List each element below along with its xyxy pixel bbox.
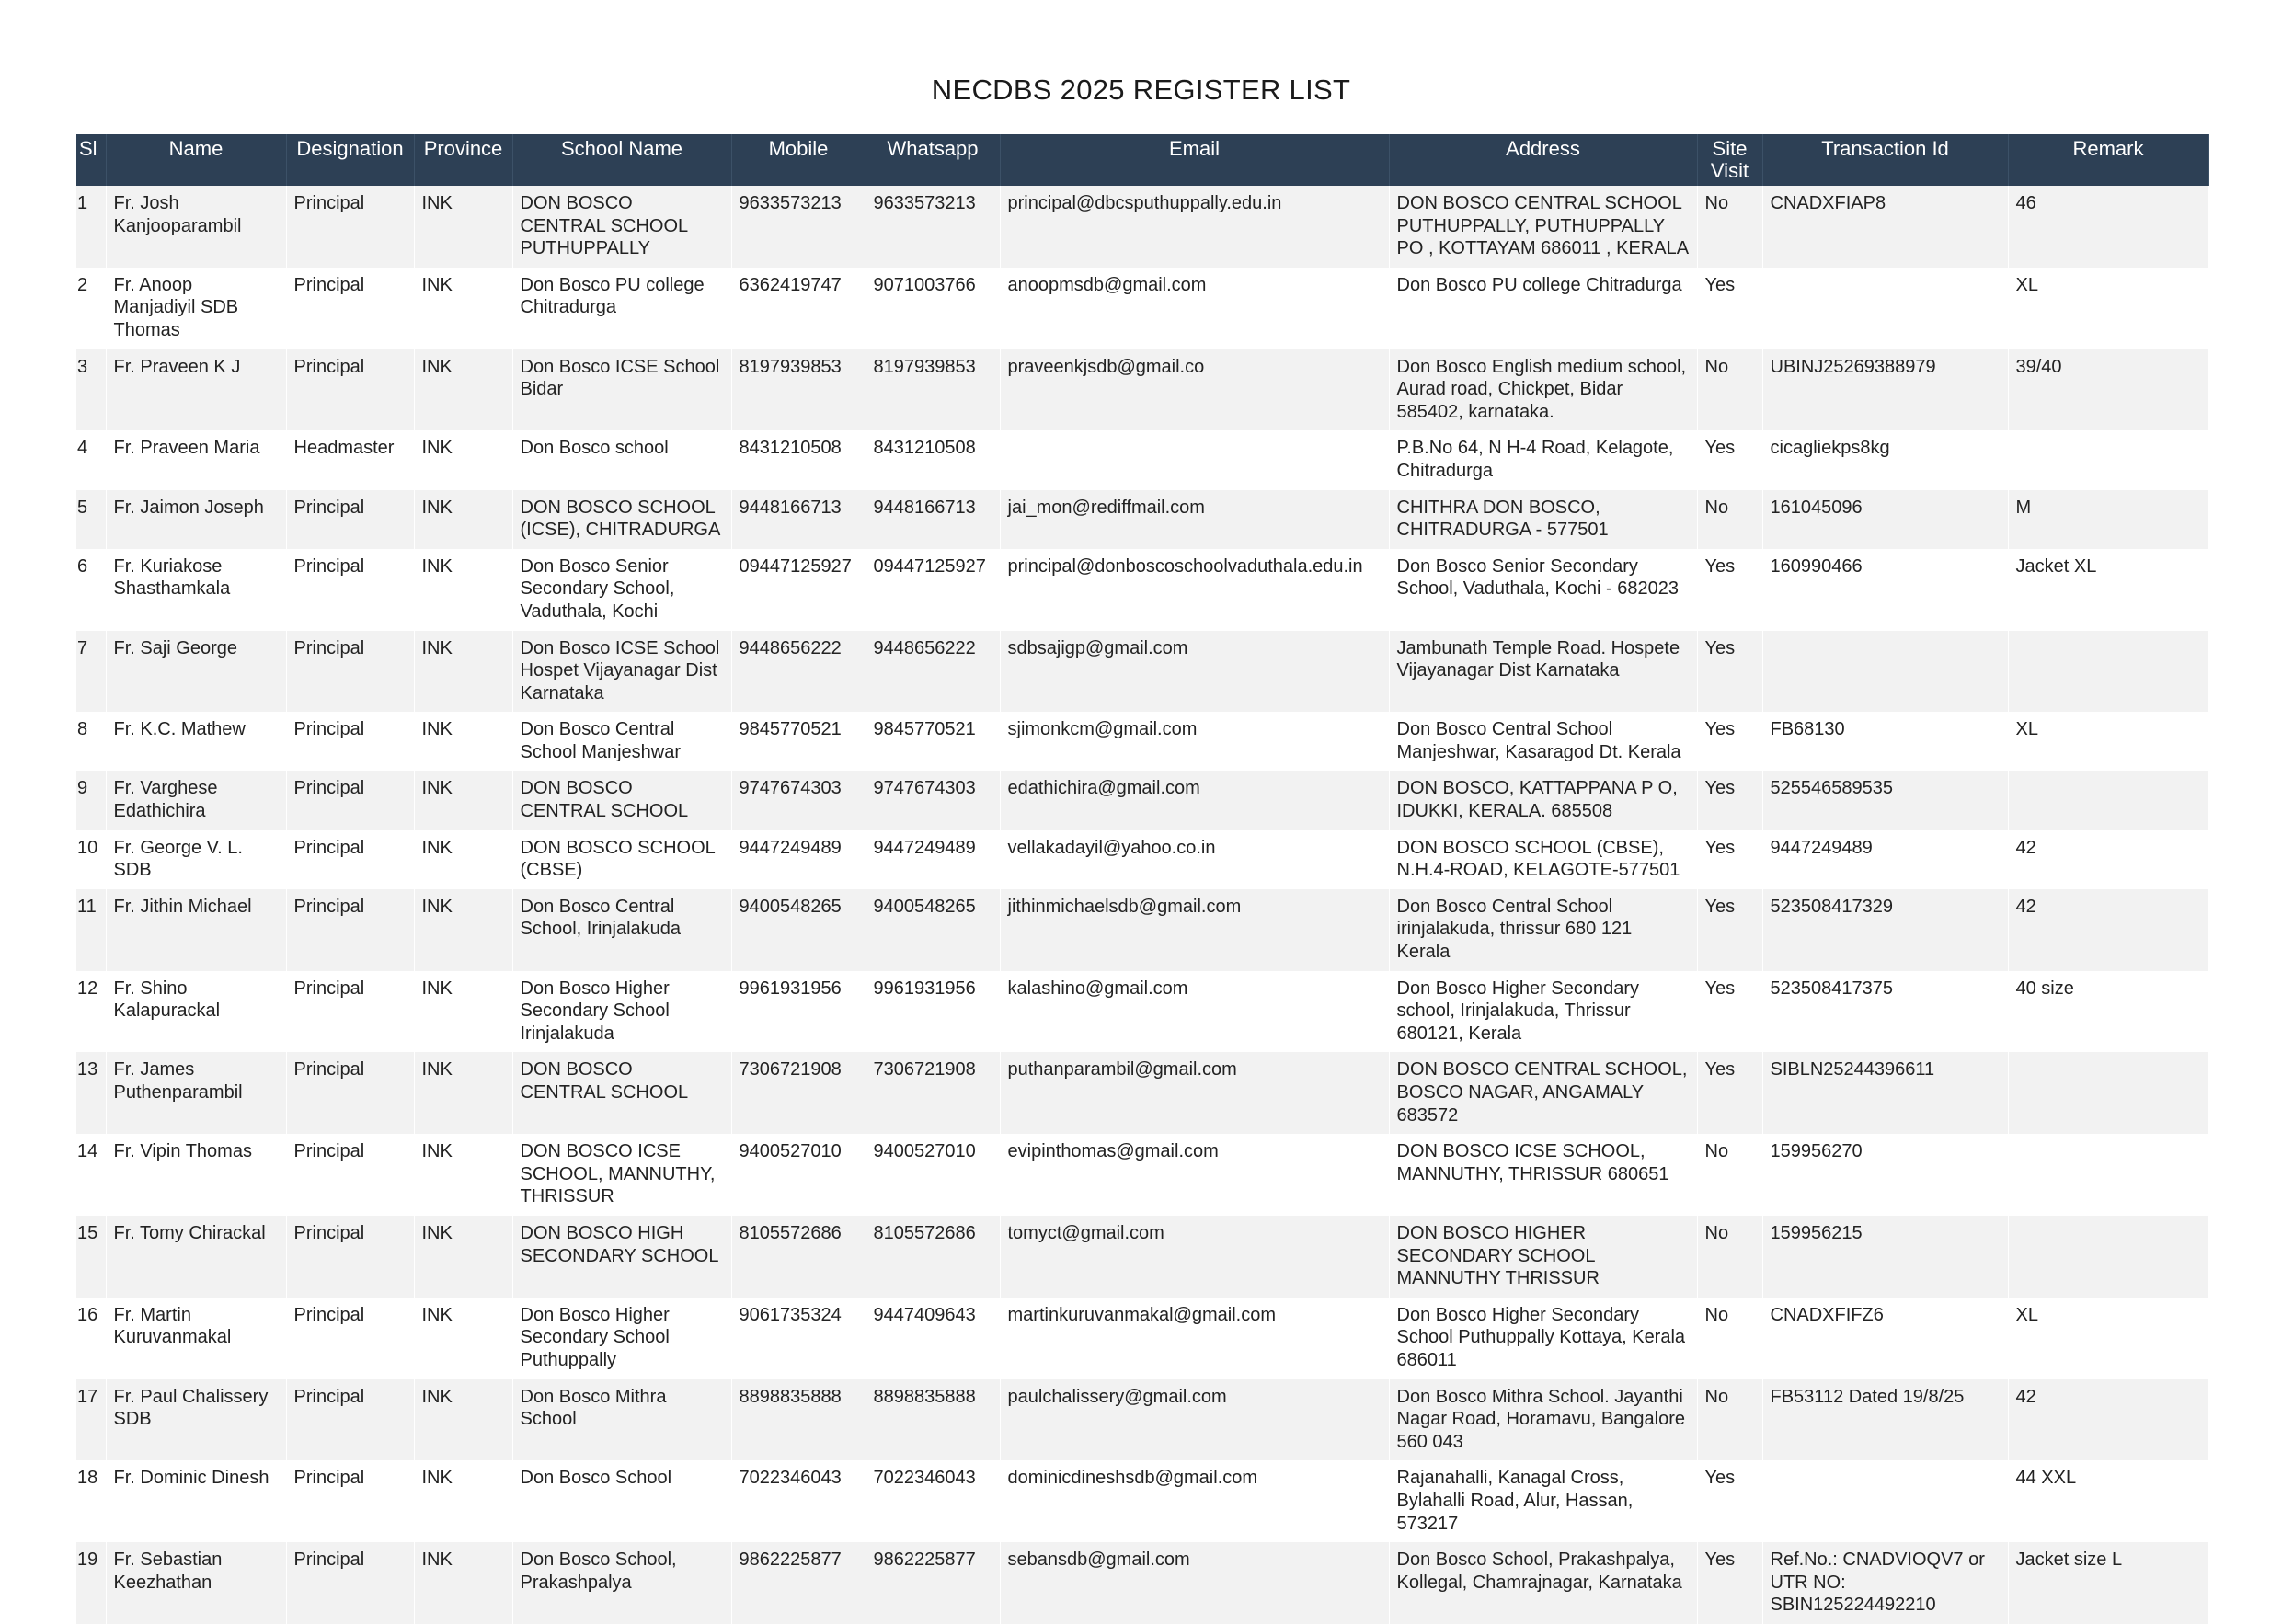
cell-remark bbox=[2008, 631, 2208, 713]
cell-mobile: 09447125927 bbox=[731, 549, 866, 631]
cell-transaction-id: 523508417375 bbox=[1762, 971, 2008, 1053]
cell-whatsapp: 09447125927 bbox=[866, 549, 1000, 631]
cell-name: Fr. Vipin Thomas bbox=[106, 1134, 286, 1216]
cell-province: INK bbox=[414, 1052, 512, 1134]
cell-mobile: 9061735324 bbox=[731, 1298, 866, 1379]
cell-province: INK bbox=[414, 631, 512, 713]
cell-address: DON BOSCO HIGHER SECONDARY SCHOOL MANNUTHY THRISSUR bbox=[1389, 1216, 1697, 1298]
cell-site-visit: Yes bbox=[1697, 712, 1762, 771]
cell-transaction-id: Ref.No.: CNADVIOQV7 or UTR NO: SBIN125224492210 bbox=[1762, 1542, 2008, 1624]
table-row bbox=[76, 186, 2208, 268]
cell-transaction-id: 523508417329 bbox=[1762, 889, 2008, 971]
cell-province: INK bbox=[414, 549, 512, 631]
header-address: Address bbox=[1389, 134, 1697, 186]
cell-designation: Principal bbox=[286, 1542, 414, 1624]
cell-designation: Principal bbox=[286, 971, 414, 1053]
cell-province: INK bbox=[414, 186, 512, 268]
table-row bbox=[76, 1216, 2208, 1298]
cell-address: DON BOSCO CENTRAL SCHOOL PUTHUPPALLY, PUTHUPPALLY PO , KOTTAYAM 686011 , KERALA bbox=[1389, 186, 1697, 268]
cell-email: sjimonkcm@gmail.com bbox=[1000, 712, 1389, 771]
cell-designation: Principal bbox=[286, 490, 414, 549]
cell-school-name: DON BOSCO CENTRAL SCHOOL PUTHUPPALLY bbox=[512, 186, 731, 268]
cell-designation: Principal bbox=[286, 1460, 414, 1542]
cell-remark: 46 bbox=[2008, 186, 2208, 268]
cell-mobile: 9633573213 bbox=[731, 186, 866, 268]
cell-site-visit: Yes bbox=[1697, 268, 1762, 349]
cell-mobile: 9400548265 bbox=[731, 889, 866, 971]
cell-name: Fr. Dominic Dinesh bbox=[106, 1460, 286, 1542]
cell-mobile: 9845770521 bbox=[731, 712, 866, 771]
table-row bbox=[76, 349, 2208, 431]
cell-sl: 13 bbox=[76, 1052, 106, 1134]
cell-name: Fr. Praveen Maria bbox=[106, 430, 286, 489]
cell-sl: 7 bbox=[76, 631, 106, 713]
cell-email: evipinthomas@gmail.com bbox=[1000, 1134, 1389, 1216]
cell-name: Fr. Jaimon Joseph bbox=[106, 490, 286, 549]
cell-transaction-id: UBINJ25269388979 bbox=[1762, 349, 2008, 431]
cell-remark: 42 bbox=[2008, 830, 2208, 889]
header-whatsapp: Whatsapp bbox=[866, 134, 1000, 186]
cell-email: anoopmsdb@gmail.com bbox=[1000, 268, 1389, 349]
cell-whatsapp: 8197939853 bbox=[866, 349, 1000, 431]
cell-name: Fr. Praveen K J bbox=[106, 349, 286, 431]
cell-whatsapp: 9448656222 bbox=[866, 631, 1000, 713]
cell-school-name: Don Bosco School, Prakashpalya bbox=[512, 1542, 731, 1624]
cell-email: jithinmichaelsdb@gmail.com bbox=[1000, 889, 1389, 971]
cell-address: Rajanahalli, Kanagal Cross, Bylahalli Road, Alur, Hassan, 573217 bbox=[1389, 1460, 1697, 1542]
table-row bbox=[76, 889, 2208, 971]
cell-school-name: DON BOSCO ICSE SCHOOL, MANNUTHY, THRISSUR bbox=[512, 1134, 731, 1216]
cell-remark bbox=[2008, 771, 2208, 829]
cell-email: sebansdb@gmail.com bbox=[1000, 1542, 1389, 1624]
cell-email: puthanparambil@gmail.com bbox=[1000, 1052, 1389, 1134]
cell-address: DON BOSCO, KATTAPPANA P O, IDUKKI, KERALA. 685508 bbox=[1389, 771, 1697, 829]
cell-sl: 11 bbox=[76, 889, 106, 971]
cell-address: Don Bosco Central School irinjalakuda, thrissur 680 121 Kerala bbox=[1389, 889, 1697, 971]
cell-name: Fr. Jithin Michael bbox=[106, 889, 286, 971]
header-designation: Designation bbox=[286, 134, 414, 186]
cell-transaction-id: 9447249489 bbox=[1762, 830, 2008, 889]
cell-name: Fr. Kuriakose Shasthamkala bbox=[106, 549, 286, 631]
cell-transaction-id: 161045096 bbox=[1762, 490, 2008, 549]
cell-remark: Jacket size L bbox=[2008, 1542, 2208, 1624]
cell-mobile: 9862225877 bbox=[731, 1542, 866, 1624]
cell-address: Don Bosco Central School Manjeshwar, Kasaragod Dt. Kerala bbox=[1389, 712, 1697, 771]
cell-mobile: 9400527010 bbox=[731, 1134, 866, 1216]
cell-mobile: 6362419747 bbox=[731, 268, 866, 349]
cell-email: kalashino@gmail.com bbox=[1000, 971, 1389, 1053]
table-row bbox=[76, 1298, 2208, 1379]
cell-whatsapp: 9447249489 bbox=[866, 830, 1000, 889]
cell-transaction-id: CNADXFIAP8 bbox=[1762, 186, 2008, 268]
cell-email: praveenkjsdb@gmail.co bbox=[1000, 349, 1389, 431]
cell-sl: 16 bbox=[76, 1298, 106, 1379]
cell-site-visit: Yes bbox=[1697, 1542, 1762, 1624]
cell-whatsapp: 9448166713 bbox=[866, 490, 1000, 549]
cell-name: Fr. James Puthenparambil bbox=[106, 1052, 286, 1134]
cell-site-visit: Yes bbox=[1697, 971, 1762, 1053]
cell-designation: Principal bbox=[286, 1379, 414, 1461]
cell-whatsapp: 8105572686 bbox=[866, 1216, 1000, 1298]
cell-site-visit: No bbox=[1697, 1134, 1762, 1216]
cell-school-name: DON BOSCO CENTRAL SCHOOL bbox=[512, 771, 731, 829]
cell-sl: 2 bbox=[76, 268, 106, 349]
cell-designation: Principal bbox=[286, 349, 414, 431]
cell-site-visit: No bbox=[1697, 490, 1762, 549]
cell-province: INK bbox=[414, 349, 512, 431]
cell-province: INK bbox=[414, 1298, 512, 1379]
cell-transaction-id: 159956270 bbox=[1762, 1134, 2008, 1216]
cell-school-name: Don Bosco Higher Secondary School Irinjalakuda bbox=[512, 971, 731, 1053]
cell-mobile: 9447249489 bbox=[731, 830, 866, 889]
cell-remark: 42 bbox=[2008, 889, 2208, 971]
cell-sl: 5 bbox=[76, 490, 106, 549]
cell-site-visit: Yes bbox=[1697, 631, 1762, 713]
cell-designation: Principal bbox=[286, 1134, 414, 1216]
header-province: Province bbox=[414, 134, 512, 186]
table-row bbox=[76, 631, 2208, 713]
cell-whatsapp: 9747674303 bbox=[866, 771, 1000, 829]
cell-site-visit: No bbox=[1697, 349, 1762, 431]
cell-site-visit: No bbox=[1697, 1379, 1762, 1461]
cell-designation: Principal bbox=[286, 549, 414, 631]
page-title: NECDBS 2025 REGISTER LIST bbox=[931, 74, 1351, 106]
cell-transaction-id: 160990466 bbox=[1762, 549, 2008, 631]
cell-name: Fr. Tomy Chirackal bbox=[106, 1216, 286, 1298]
cell-remark bbox=[2008, 430, 2208, 489]
cell-transaction-id: SIBLN25244396611 bbox=[1762, 1052, 2008, 1134]
cell-site-visit: No bbox=[1697, 1216, 1762, 1298]
cell-sl: 12 bbox=[76, 971, 106, 1053]
table-row bbox=[76, 1134, 2208, 1216]
cell-whatsapp: 9961931956 bbox=[866, 971, 1000, 1053]
cell-transaction-id: cicagliekps8kg bbox=[1762, 430, 2008, 489]
cell-remark: M bbox=[2008, 490, 2208, 549]
cell-school-name: DON BOSCO SCHOOL (ICSE), CHITRADURGA bbox=[512, 490, 731, 549]
cell-whatsapp: 9400548265 bbox=[866, 889, 1000, 971]
cell-transaction-id bbox=[1762, 631, 2008, 713]
cell-province: INK bbox=[414, 1134, 512, 1216]
cell-transaction-id: CNADXFIFZ6 bbox=[1762, 1298, 2008, 1379]
cell-province: INK bbox=[414, 268, 512, 349]
cell-remark: 42 bbox=[2008, 1379, 2208, 1461]
cell-address: Don Bosco School, Prakashpalya, Kollegal, Chamrajnagar, Karnataka bbox=[1389, 1542, 1697, 1624]
cell-address: Don Bosco English medium school, Aurad road, Chickpet, Bidar 585402, karnataka. bbox=[1389, 349, 1697, 431]
cell-address: DON BOSCO SCHOOL (CBSE), N.H.4-ROAD, KELAGOTE-577501 bbox=[1389, 830, 1697, 889]
cell-mobile: 9747674303 bbox=[731, 771, 866, 829]
cell-school-name: Don Bosco Central School Manjeshwar bbox=[512, 712, 731, 771]
header-remark: Remark bbox=[2008, 134, 2208, 186]
cell-address: CHITHRA DON BOSCO, CHITRADURGA - 577501 bbox=[1389, 490, 1697, 549]
cell-remark: Jacket XL bbox=[2008, 549, 2208, 631]
table-row bbox=[76, 830, 2208, 889]
cell-province: INK bbox=[414, 830, 512, 889]
cell-sl: 3 bbox=[76, 349, 106, 431]
cell-whatsapp: 9862225877 bbox=[866, 1542, 1000, 1624]
cell-mobile: 9448166713 bbox=[731, 490, 866, 549]
cell-address: P.B.No 64, N H-4 Road, Kelagote, Chitradurga bbox=[1389, 430, 1697, 489]
header-transaction-id: Transaction Id bbox=[1762, 134, 2008, 186]
cell-sl: 10 bbox=[76, 830, 106, 889]
cell-mobile: 9961931956 bbox=[731, 971, 866, 1053]
table-row bbox=[76, 712, 2208, 771]
cell-sl: 17 bbox=[76, 1379, 106, 1461]
table-row bbox=[76, 1542, 2208, 1624]
cell-sl: 6 bbox=[76, 549, 106, 631]
cell-remark bbox=[2008, 1134, 2208, 1216]
cell-school-name: Don Bosco Senior Secondary School, Vaduthala, Kochi bbox=[512, 549, 731, 631]
cell-school-name: Don Bosco Higher Secondary School Puthuppally bbox=[512, 1298, 731, 1379]
cell-school-name: Don Bosco Central School, Irinjalakuda bbox=[512, 889, 731, 971]
cell-province: INK bbox=[414, 712, 512, 771]
table-row bbox=[76, 1460, 2208, 1542]
cell-mobile: 7306721908 bbox=[731, 1052, 866, 1134]
cell-school-name: Don Bosco ICSE School Bidar bbox=[512, 349, 731, 431]
cell-site-visit: No bbox=[1697, 1298, 1762, 1379]
cell-email: principal@donboscoschoolvaduthala.edu.in bbox=[1000, 549, 1389, 631]
cell-designation: Principal bbox=[286, 1216, 414, 1298]
cell-school-name: Don Bosco PU college Chitradurga bbox=[512, 268, 731, 349]
table-row bbox=[76, 1052, 2208, 1134]
cell-email: martinkuruvanmakal@gmail.com bbox=[1000, 1298, 1389, 1379]
cell-designation: Principal bbox=[286, 186, 414, 268]
cell-designation: Principal bbox=[286, 1052, 414, 1134]
cell-remark: XL bbox=[2008, 268, 2208, 349]
cell-sl: 19 bbox=[76, 1542, 106, 1624]
cell-transaction-id: FB53112 Dated 19/8/25 bbox=[1762, 1379, 2008, 1461]
cell-province: INK bbox=[414, 1216, 512, 1298]
cell-province: INK bbox=[414, 1460, 512, 1542]
header-school-name: School Name bbox=[512, 134, 731, 186]
table-row bbox=[76, 490, 2208, 549]
cell-name: Fr. George V. L. SDB bbox=[106, 830, 286, 889]
cell-transaction-id: 159956215 bbox=[1762, 1216, 2008, 1298]
cell-name: Fr. Martin Kuruvanmakal bbox=[106, 1298, 286, 1379]
cell-province: INK bbox=[414, 490, 512, 549]
cell-sl: 14 bbox=[76, 1134, 106, 1216]
cell-site-visit: Yes bbox=[1697, 771, 1762, 829]
cell-sl: 15 bbox=[76, 1216, 106, 1298]
cell-remark: 40 size bbox=[2008, 971, 2208, 1053]
table-row bbox=[76, 971, 2208, 1053]
header-email: Email bbox=[1000, 134, 1389, 186]
cell-whatsapp: 9400527010 bbox=[866, 1134, 1000, 1216]
cell-address: Don Bosco Mithra School. Jayanthi Nagar Road, Horamavu, Bangalore 560 043 bbox=[1389, 1379, 1697, 1461]
cell-remark: 39/40 bbox=[2008, 349, 2208, 431]
cell-school-name: DON BOSCO HIGH SECONDARY SCHOOL bbox=[512, 1216, 731, 1298]
cell-name: Fr. Josh Kanjooparambil bbox=[106, 186, 286, 268]
cell-site-visit: Yes bbox=[1697, 1052, 1762, 1134]
cell-whatsapp: 7022346043 bbox=[866, 1460, 1000, 1542]
table-row bbox=[76, 430, 2208, 489]
cell-email: edathichira@gmail.com bbox=[1000, 771, 1389, 829]
cell-site-visit: Yes bbox=[1697, 549, 1762, 631]
cell-name: Fr. Anoop Manjadiyil SDB Thomas bbox=[106, 268, 286, 349]
table-row bbox=[76, 549, 2208, 631]
cell-name: Fr. Paul Chalissery SDB bbox=[106, 1379, 286, 1461]
cell-name: Fr. Saji George bbox=[106, 631, 286, 713]
cell-designation: Principal bbox=[286, 889, 414, 971]
cell-school-name: Don Bosco School bbox=[512, 1460, 731, 1542]
cell-mobile: 8898835888 bbox=[731, 1379, 866, 1461]
cell-mobile: 8105572686 bbox=[731, 1216, 866, 1298]
cell-email: tomyct@gmail.com bbox=[1000, 1216, 1389, 1298]
cell-designation: Principal bbox=[286, 771, 414, 829]
cell-address: Don Bosco Senior Secondary School, Vaduthala, Kochi - 682023 bbox=[1389, 549, 1697, 631]
cell-province: INK bbox=[414, 1542, 512, 1624]
cell-transaction-id bbox=[1762, 1460, 2008, 1542]
cell-whatsapp: 8431210508 bbox=[866, 430, 1000, 489]
cell-mobile: 7022346043 bbox=[731, 1460, 866, 1542]
cell-sl: 1 bbox=[76, 186, 106, 268]
cell-province: INK bbox=[414, 971, 512, 1053]
cell-address: DON BOSCO CENTRAL SCHOOL, BOSCO NAGAR, ANGAMALY 683572 bbox=[1389, 1052, 1697, 1134]
table-body bbox=[76, 186, 2208, 1624]
table-row bbox=[76, 1379, 2208, 1461]
cell-province: INK bbox=[414, 1379, 512, 1461]
cell-school-name: Don Bosco school bbox=[512, 430, 731, 489]
cell-designation: Headmaster bbox=[286, 430, 414, 489]
cell-province: INK bbox=[414, 771, 512, 829]
cell-sl: 18 bbox=[76, 1460, 106, 1542]
cell-transaction-id bbox=[1762, 268, 2008, 349]
cell-designation: Principal bbox=[286, 631, 414, 713]
cell-name: Fr. Varghese Edathichira bbox=[106, 771, 286, 829]
cell-province: INK bbox=[414, 430, 512, 489]
cell-designation: Principal bbox=[286, 268, 414, 349]
table-row bbox=[76, 771, 2208, 829]
cell-remark bbox=[2008, 1052, 2208, 1134]
cell-name: Fr. Shino Kalapurackal bbox=[106, 971, 286, 1053]
cell-mobile: 8197939853 bbox=[731, 349, 866, 431]
cell-site-visit: Yes bbox=[1697, 830, 1762, 889]
cell-remark bbox=[2008, 1216, 2208, 1298]
cell-site-visit: No bbox=[1697, 186, 1762, 268]
cell-mobile: 9448656222 bbox=[731, 631, 866, 713]
cell-remark: 44 XXL bbox=[2008, 1460, 2208, 1542]
cell-whatsapp: 9633573213 bbox=[866, 186, 1000, 268]
cell-sl: 4 bbox=[76, 430, 106, 489]
cell-whatsapp: 8898835888 bbox=[866, 1379, 1000, 1461]
cell-email: sdbsajigp@gmail.com bbox=[1000, 631, 1389, 713]
cell-email: vellakadayil@yahoo.co.in bbox=[1000, 830, 1389, 889]
cell-name: Fr. Sebastian Keezhathan bbox=[106, 1542, 286, 1624]
cell-site-visit: Yes bbox=[1697, 889, 1762, 971]
cell-designation: Principal bbox=[286, 1298, 414, 1379]
cell-sl: 8 bbox=[76, 712, 106, 771]
header-mobile: Mobile bbox=[731, 134, 866, 186]
cell-email: jai_mon@rediffmail.com bbox=[1000, 490, 1389, 549]
cell-sl: 9 bbox=[76, 771, 106, 829]
cell-school-name: DON BOSCO SCHOOL (CBSE) bbox=[512, 830, 731, 889]
cell-address: DON BOSCO ICSE SCHOOL, MANNUTHY, THRISSUR 680651 bbox=[1389, 1134, 1697, 1216]
cell-designation: Principal bbox=[286, 830, 414, 889]
cell-school-name: Don Bosco ICSE School Hospet Vijayanagar Dist Karnataka bbox=[512, 631, 731, 713]
header-row bbox=[76, 134, 2208, 186]
cell-remark: XL bbox=[2008, 1298, 2208, 1379]
cell-site-visit: Yes bbox=[1697, 430, 1762, 489]
cell-email: principal@dbcsputhuppally.edu.in bbox=[1000, 186, 1389, 268]
cell-name: Fr. K.C. Mathew bbox=[106, 712, 286, 771]
cell-whatsapp: 9845770521 bbox=[866, 712, 1000, 771]
cell-school-name: Don Bosco Mithra School bbox=[512, 1379, 731, 1461]
cell-site-visit: Yes bbox=[1697, 1460, 1762, 1542]
cell-remark: XL bbox=[2008, 712, 2208, 771]
cell-whatsapp: 7306721908 bbox=[866, 1052, 1000, 1134]
cell-email: paulchalissery@gmail.com bbox=[1000, 1379, 1389, 1461]
cell-whatsapp: 9071003766 bbox=[866, 268, 1000, 349]
cell-school-name: DON BOSCO CENTRAL SCHOOL bbox=[512, 1052, 731, 1134]
cell-mobile: 8431210508 bbox=[731, 430, 866, 489]
cell-province: INK bbox=[414, 889, 512, 971]
header-name: Name bbox=[106, 134, 286, 186]
cell-address: Don Bosco PU college Chitradurga bbox=[1389, 268, 1697, 349]
register-table bbox=[76, 134, 2209, 1624]
cell-designation: Principal bbox=[286, 712, 414, 771]
cell-address: Don Bosco Higher Secondary school, Irinjalakuda, Thrissur 680121, Kerala bbox=[1389, 971, 1697, 1053]
cell-address: Don Bosco Higher Secondary School Puthuppally Kottaya, Kerala 686011 bbox=[1389, 1298, 1697, 1379]
cell-whatsapp: 9447409643 bbox=[866, 1298, 1000, 1379]
cell-email: dominicdineshsdb@gmail.com bbox=[1000, 1460, 1389, 1542]
header-sl: Sl bbox=[76, 134, 106, 186]
cell-address: Jambunath Temple Road. Hospete Vijayanagar Dist Karnataka bbox=[1389, 631, 1697, 713]
cell-email bbox=[1000, 430, 1389, 489]
header-site-visit: Site Visit bbox=[1697, 134, 1762, 186]
cell-transaction-id: 525546589535 bbox=[1762, 771, 2008, 829]
table-row bbox=[76, 268, 2208, 349]
cell-transaction-id: FB68130 bbox=[1762, 712, 2008, 771]
